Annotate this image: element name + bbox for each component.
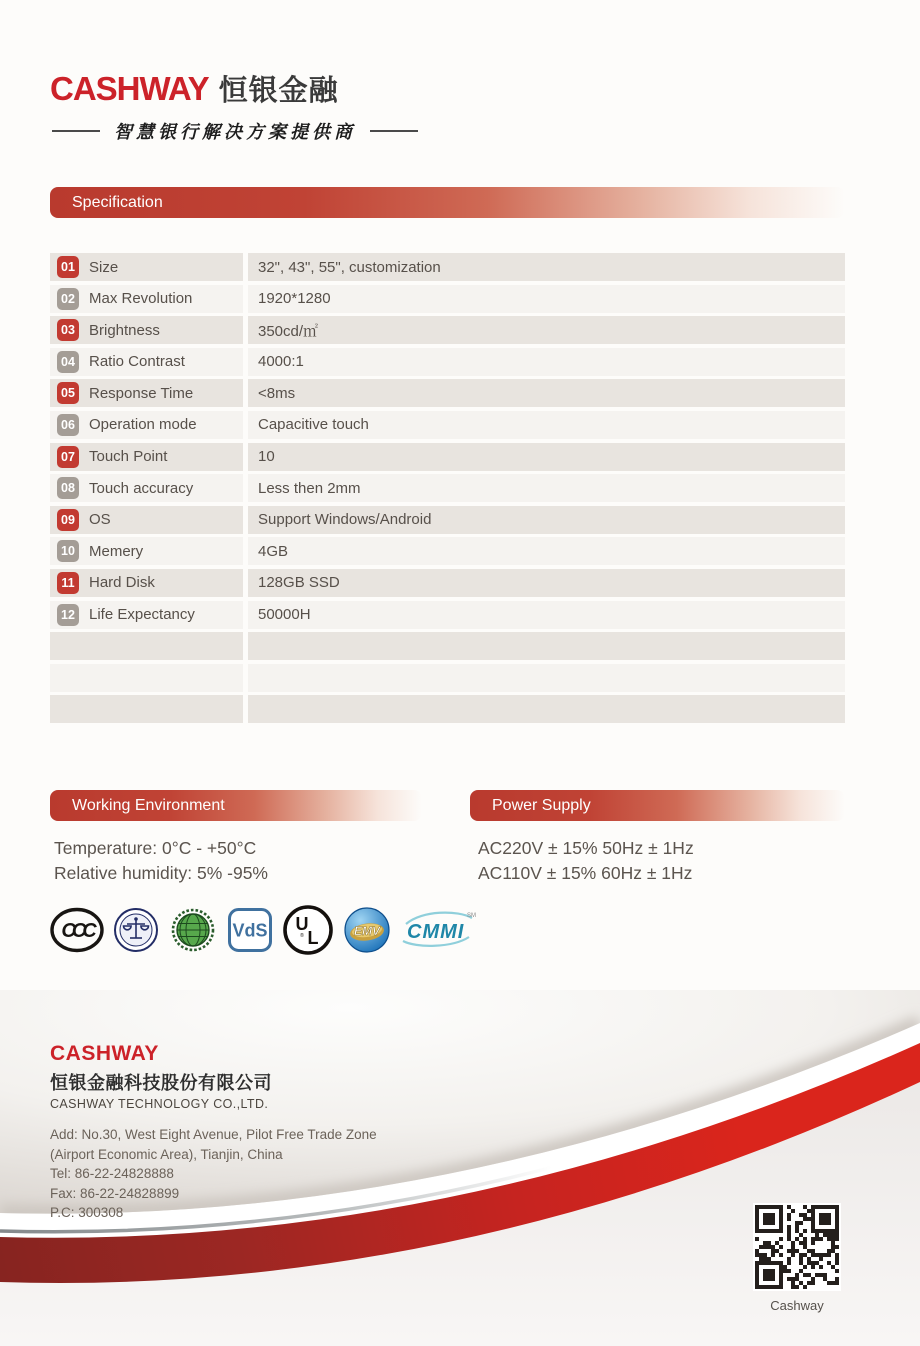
footer-company-name-english: CASHWAY TECHNOLOGY CO.,LTD. xyxy=(50,1097,269,1111)
spec-row-value-cell xyxy=(248,348,845,376)
spec-row-04 xyxy=(50,348,845,376)
footer-address-line: Add: No.30, West Eight Avenue, Pilot Free Trade Zone xyxy=(50,1127,377,1142)
svg-text:CCC: CCC xyxy=(61,920,93,942)
spec-row-value: 350cd/㎡ xyxy=(258,322,319,340)
spec-row-value: 10 xyxy=(258,448,275,466)
qr-code-label: Cashway xyxy=(770,1298,824,1313)
spec-row-label: Touch accuracy xyxy=(89,479,194,497)
svg-text:®: ® xyxy=(300,933,304,939)
svg-text:VdS: VdS xyxy=(232,920,268,941)
spec-row-label: Life Expectancy xyxy=(89,606,195,624)
svg-text:U: U xyxy=(295,914,309,934)
footer-logo-text: CASHWAY xyxy=(50,1042,159,1065)
power-supply-lines xyxy=(478,836,694,885)
svg-text:L: L xyxy=(307,928,319,948)
spec-row-01 xyxy=(50,253,845,281)
tagline-rule-left xyxy=(52,130,100,132)
spec-row-value-cell xyxy=(248,695,845,723)
footer-company-name-chinese: 恒银金融科技股份有限公司 xyxy=(50,1073,272,1093)
svg-text:CMMI: CMMI xyxy=(407,921,465,943)
spec-row-value-cell xyxy=(248,253,845,281)
cmmi-cert-icon xyxy=(400,907,476,953)
spec-row-label-cell xyxy=(50,632,243,660)
spec-row-08 xyxy=(50,474,845,502)
spec-row-value-cell xyxy=(248,601,845,629)
working-environment-section-header xyxy=(50,790,422,821)
spec-row-09 xyxy=(50,506,845,534)
spec-row-value-cell xyxy=(248,443,845,471)
spec-row-value-cell xyxy=(248,569,845,597)
spec-row-label: Hard Disk xyxy=(89,574,155,592)
spec-row-number-badge: 12 xyxy=(57,604,79,626)
quality-seal-cert-icon xyxy=(113,907,159,953)
spec-row-value: 4GB xyxy=(258,542,289,560)
spec-row-label-cell xyxy=(50,411,243,439)
footer-address-line: Fax: 86-22-24828899 xyxy=(50,1185,180,1201)
spec-row-value: 4000:1 xyxy=(258,353,304,371)
spec-row-03 xyxy=(50,316,845,344)
spec-row-07 xyxy=(50,443,845,471)
spec-row-label: Brightness xyxy=(89,321,160,339)
temperature-line: Temperature: 0°C - +50°C xyxy=(54,838,257,858)
spec-row-number-badge: 01 xyxy=(57,256,79,278)
vds-cert-icon xyxy=(227,907,273,953)
spec-row-label: Size xyxy=(89,258,119,276)
certification-logos-row xyxy=(50,904,476,956)
spec-row-value-cell xyxy=(248,316,845,344)
spec-row-label-cell xyxy=(50,695,243,723)
footer-company-block xyxy=(50,1042,377,1223)
spec-row-value: 128GB SSD xyxy=(258,574,340,592)
spec-row-label-cell xyxy=(50,285,243,313)
spec-row-label-cell xyxy=(50,443,243,471)
spec-row-value: 50000H xyxy=(258,606,311,624)
power-supply-title: Power Supply xyxy=(492,797,591,814)
spec-row-number-badge: 02 xyxy=(57,288,79,310)
emv-cert-icon xyxy=(343,906,391,954)
spec-row-06 xyxy=(50,411,845,439)
footer-address-line: P.C: 300308 xyxy=(50,1205,124,1220)
ul-cert-icon xyxy=(282,904,334,956)
spec-row-label: Response Time xyxy=(89,384,194,402)
spec-row-value: Less then 2mm xyxy=(258,479,361,497)
spec-row-value: Support Windows/Android xyxy=(258,511,432,529)
spec-row-label-cell xyxy=(50,506,243,534)
spec-empty-row xyxy=(50,632,845,660)
ac220-line: AC220V ± 15% 50Hz ± 1Hz xyxy=(478,838,694,858)
spec-row-label-cell xyxy=(50,379,243,407)
spec-empty-row xyxy=(50,664,845,692)
footer-address-block xyxy=(50,1125,377,1223)
spec-empty-row xyxy=(50,695,845,723)
spec-row-value-cell xyxy=(248,506,845,534)
power-supply-section-header xyxy=(470,790,845,821)
working-environment-title: Working Environment xyxy=(72,797,225,814)
spec-row-number-badge: 03 xyxy=(57,319,79,341)
qr-code-block xyxy=(751,1203,843,1313)
tagline-text: 智慧银行解决方案提供商 xyxy=(114,122,356,142)
spec-row-label: OS xyxy=(89,511,111,529)
spec-row-10 xyxy=(50,537,845,565)
spec-row-number-badge: 04 xyxy=(57,351,79,373)
spec-row-label-cell xyxy=(50,348,243,376)
spec-row-value-cell xyxy=(248,537,845,565)
footer-address-line: (Airport Economic Area), Tianjin, China xyxy=(50,1146,283,1162)
spec-row-label-cell xyxy=(50,316,243,344)
spec-row-value-cell xyxy=(248,379,845,407)
brand-logo-text: CASHWAY xyxy=(50,70,209,107)
specification-title: Specification xyxy=(72,194,163,211)
spec-row-02 xyxy=(50,285,845,313)
spec-row-value-cell xyxy=(248,474,845,502)
spec-row-value-cell xyxy=(248,632,845,660)
working-environment-lines xyxy=(54,836,268,885)
spec-row-12 xyxy=(50,601,845,629)
spec-row-label-cell xyxy=(50,569,243,597)
spec-row-value-cell xyxy=(248,664,845,692)
specification-table xyxy=(50,253,845,727)
spec-row-number-badge: 10 xyxy=(57,540,79,562)
spec-row-label: Touch Point xyxy=(89,448,168,466)
spec-row-label: Ratio Contrast xyxy=(89,353,185,371)
green-globe-cert-icon xyxy=(168,907,218,953)
spec-row-value: <8ms xyxy=(258,384,296,402)
spec-row-label-cell xyxy=(50,664,243,692)
brand-header xyxy=(50,68,418,144)
spec-row-label-cell xyxy=(50,601,243,629)
specification-section-header xyxy=(50,187,845,218)
spec-row-value: Capacitive touch xyxy=(258,416,369,434)
spec-row-label: Operation mode xyxy=(89,416,197,434)
spec-row-value-cell xyxy=(248,411,845,439)
footer-address-line: Tel: 86-22-24828888 xyxy=(50,1166,174,1181)
svg-text:SM: SM xyxy=(467,913,476,919)
spec-row-number-badge: 06 xyxy=(57,414,79,436)
tagline-rule-right xyxy=(370,130,418,132)
spec-row-label-cell xyxy=(50,253,243,281)
spec-row-label: Memery xyxy=(89,542,144,560)
ccc-cert-icon xyxy=(50,907,104,953)
brand-logo-chinese: 恒银金融 xyxy=(218,75,339,107)
spec-row-number-badge: 11 xyxy=(57,572,79,594)
spec-row-value: 1920*1280 xyxy=(258,290,331,308)
spec-row-number-badge: 07 xyxy=(57,446,79,468)
spec-row-value: 32", 43", 55", customization xyxy=(258,258,441,276)
qr-code xyxy=(753,1203,841,1291)
spec-row-label-cell xyxy=(50,474,243,502)
spec-row-number-badge: 09 xyxy=(57,509,79,531)
svg-text:EMV: EMV xyxy=(353,924,381,938)
ac110-line: AC110V ± 15% 60Hz ± 1Hz xyxy=(478,862,693,883)
spec-row-05 xyxy=(50,379,845,407)
brand-tagline xyxy=(52,118,418,144)
spec-row-11 xyxy=(50,569,845,597)
spec-row-number-badge: 08 xyxy=(57,477,79,499)
spec-row-label: Max Revolution xyxy=(89,290,193,308)
spec-row-number-badge: 05 xyxy=(57,382,79,404)
spec-row-label-cell xyxy=(50,537,243,565)
humidity-line: Relative humidity: 5% -95% xyxy=(54,862,268,883)
spec-row-value-cell xyxy=(248,285,845,313)
